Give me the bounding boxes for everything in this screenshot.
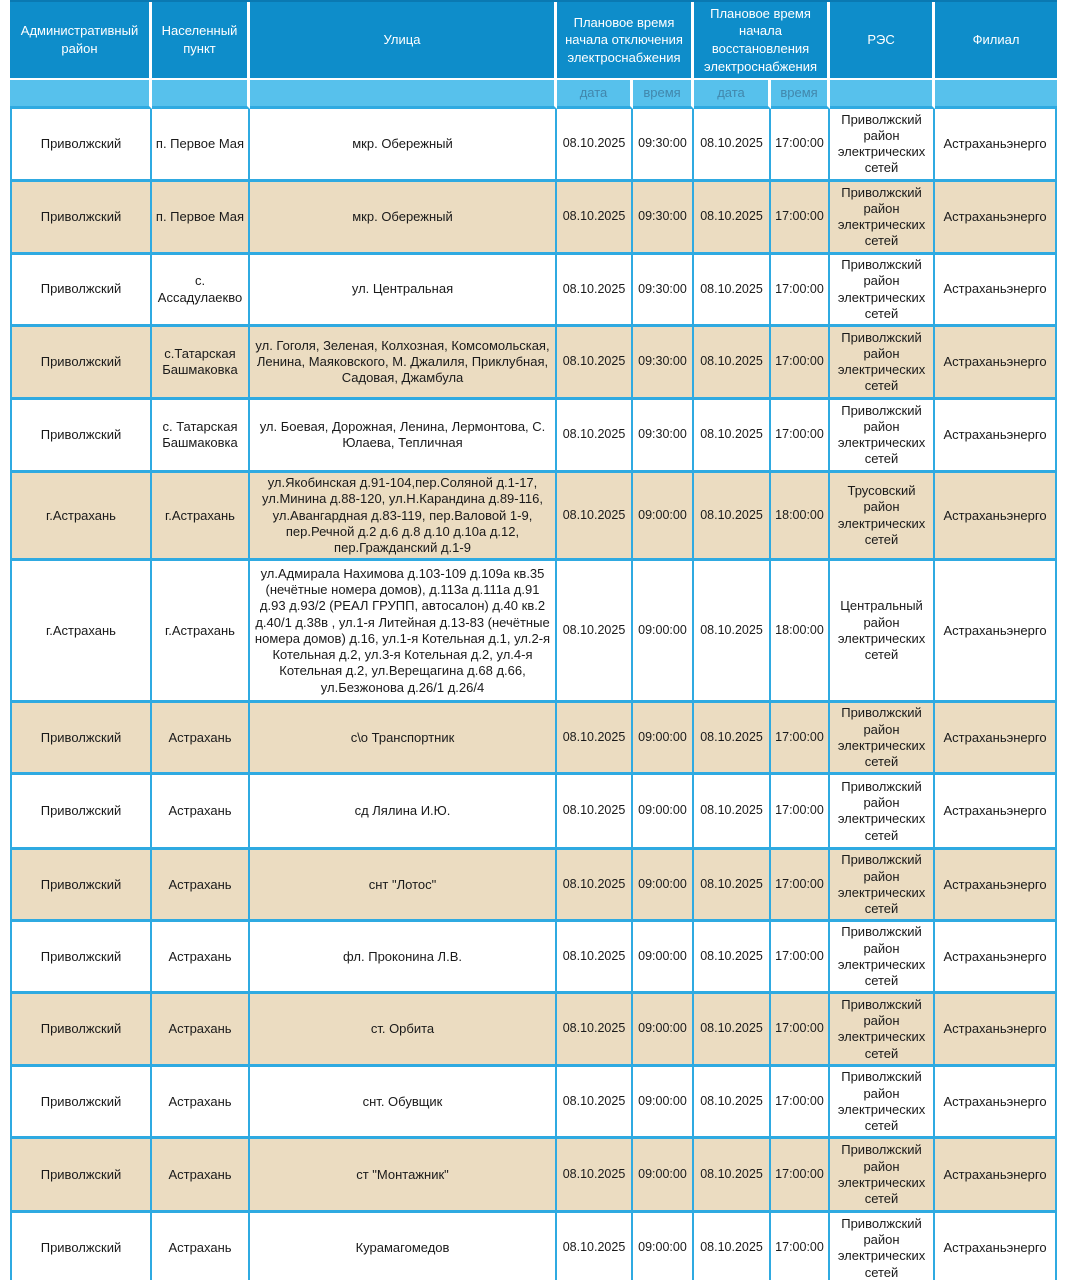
col-header-res: РЭС [830, 2, 935, 80]
cell-off-date: 08.10.2025 [557, 703, 633, 775]
cell-off-date: 08.10.2025 [557, 473, 633, 561]
table-row [10, 850, 1057, 922]
table-row [10, 109, 1057, 182]
cell-branch: Астраханьэнерго [935, 850, 1057, 922]
cell-on-date: 08.10.2025 [694, 561, 771, 703]
cell-street: мкр. Обережный [250, 109, 557, 182]
cell-off-date: 08.10.2025 [557, 922, 633, 994]
cell-off-date: 08.10.2025 [557, 1213, 633, 1280]
cell-on-date: 08.10.2025 [694, 1067, 771, 1139]
cell-settlement: п. Первое Мая [152, 182, 250, 255]
cell-off-date: 08.10.2025 [557, 255, 633, 327]
cell-branch: Астраханьэнерго [935, 1139, 1057, 1213]
cell-settlement: Астрахань [152, 1067, 250, 1139]
table-row [10, 327, 1057, 400]
cell-res: Приволжский район электрических сетей [830, 994, 935, 1067]
cell-settlement: Астрахань [152, 1139, 250, 1213]
subheader-on-date: дата [694, 80, 771, 109]
cell-branch: Астраханьэнерго [935, 922, 1057, 994]
cell-street: ул.Адмирала Нахимова д.103-109 д.109а кв.35 (нечётные номера домов), д.113а д.111а д.91 д.93 д.93/2 (РЕАЛ ГРУПП, автосалон) д.40 кв.2 д.40/1 д.38в , ул.1-я Литейная д.13-83 (нечётные номера домов) д.16, ул.1-я Котельная д.1, ул.2-я Котельная д.2, ул.3-я Котельная д.2, ул.4-я Котельная д.2, ул.Верещагина д.68 д.66, ул.Безжонова д.26/1 д.26/4 [250, 561, 557, 703]
cell-branch: Астраханьэнерго [935, 327, 1057, 400]
cell-off-time: 09:30:00 [633, 109, 694, 182]
cell-street: ул. Гоголя, Зеленая, Колхозная, Комсомольская, Ленина, Маяковского, М. Джалиля, Приклубная, Садовая, Джамбула [250, 327, 557, 400]
cell-branch: Астраханьэнерго [935, 1067, 1057, 1139]
cell-res: Приволжский район электрических сетей [830, 327, 935, 400]
cell-on-date: 08.10.2025 [694, 1213, 771, 1280]
cell-district: Приволжский [10, 1213, 152, 1280]
cell-on-date: 08.10.2025 [694, 182, 771, 255]
subheader-empty [935, 80, 1057, 109]
cell-on-date: 08.10.2025 [694, 1139, 771, 1213]
cell-street: с\о Транспортник [250, 703, 557, 775]
cell-district: Приволжский [10, 775, 152, 850]
cell-branch: Астраханьэнерго [935, 473, 1057, 561]
cell-street: Курамагомедов [250, 1213, 557, 1280]
subheader-empty [152, 80, 250, 109]
cell-on-time: 17:00:00 [771, 109, 830, 182]
cell-district: Приволжский [10, 182, 152, 255]
cell-district: Приволжский [10, 1067, 152, 1139]
cell-branch: Астраханьэнерго [935, 255, 1057, 327]
cell-on-time: 18:00:00 [771, 561, 830, 703]
cell-off-time: 09:00:00 [633, 850, 694, 922]
cell-settlement: Астрахань [152, 1213, 250, 1280]
cell-off-time: 09:00:00 [633, 1067, 694, 1139]
table-row [10, 775, 1057, 850]
cell-off-time: 09:00:00 [633, 561, 694, 703]
cell-district: Приволжский [10, 109, 152, 182]
cell-on-time: 17:00:00 [771, 1213, 830, 1280]
cell-street: ул.Якобинская д.91-104,пер.Соляной д.1-17, ул.Минина д.88-120, ул.Н.Карандина д.89-116, ул.Авангардная д.83-119, пер.Валовой 1-9, пер.Речной д.2 д.6 д.8 д.10 д.10а д.12, пер.Гражданский д.1-9 [250, 473, 557, 561]
cell-off-date: 08.10.2025 [557, 1067, 633, 1139]
cell-off-time: 09:30:00 [633, 400, 694, 473]
cell-off-time: 09:00:00 [633, 922, 694, 994]
cell-settlement: Астрахань [152, 850, 250, 922]
table-row [10, 1213, 1057, 1280]
table-row [10, 1139, 1057, 1213]
col-header-outage-start: Плановое время начала отключения электроснабжения [557, 2, 694, 80]
cell-on-date: 08.10.2025 [694, 775, 771, 850]
subheader-off-time: время [633, 80, 694, 109]
subheader-on-time: время [771, 80, 830, 109]
cell-on-time: 17:00:00 [771, 703, 830, 775]
cell-street: ст. Орбита [250, 994, 557, 1067]
cell-district: Приволжский [10, 1139, 152, 1213]
cell-street: сд Лялина И.Ю. [250, 775, 557, 850]
cell-on-time: 17:00:00 [771, 922, 830, 994]
cell-street: ул. Центральная [250, 255, 557, 327]
cell-settlement: с. Татарская Башмаковка [152, 400, 250, 473]
cell-res: Приволжский район электрических сетей [830, 109, 935, 182]
cell-district: Приволжский [10, 922, 152, 994]
cell-street: фл. Проконина Л.В. [250, 922, 557, 994]
col-header-restore-start: Плановое время начала восстановления электроснабжения [694, 2, 830, 80]
table-row [10, 703, 1057, 775]
cell-off-time: 09:00:00 [633, 994, 694, 1067]
cell-off-date: 08.10.2025 [557, 182, 633, 255]
col-header-branch: Филиал [935, 2, 1057, 80]
cell-res: Приволжский район электрических сетей [830, 400, 935, 473]
cell-street: ст "Монтажник" [250, 1139, 557, 1213]
cell-district: г.Астрахань [10, 561, 152, 703]
cell-off-date: 08.10.2025 [557, 561, 633, 703]
cell-settlement: с. Ассадулаекво [152, 255, 250, 327]
cell-off-date: 08.10.2025 [557, 400, 633, 473]
cell-on-date: 08.10.2025 [694, 994, 771, 1067]
table-body [10, 109, 1057, 1280]
cell-on-date: 08.10.2025 [694, 327, 771, 400]
cell-settlement: Астрахань [152, 994, 250, 1067]
cell-branch: Астраханьэнерго [935, 1213, 1057, 1280]
table-row [10, 473, 1057, 561]
cell-off-date: 08.10.2025 [557, 109, 633, 182]
cell-res: Приволжский район электрических сетей [830, 850, 935, 922]
table-row [10, 255, 1057, 327]
cell-on-date: 08.10.2025 [694, 400, 771, 473]
table-row [10, 922, 1057, 994]
cell-on-time: 18:00:00 [771, 473, 830, 561]
cell-district: Приволжский [10, 255, 152, 327]
cell-on-time: 17:00:00 [771, 775, 830, 850]
cell-settlement: Астрахань [152, 703, 250, 775]
outage-schedule-table [10, 0, 1057, 1280]
cell-settlement: п. Первое Мая [152, 109, 250, 182]
col-header-settlement: Населенный пункт [152, 2, 250, 80]
cell-district: Приволжский [10, 994, 152, 1067]
subheader-off-date: дата [557, 80, 633, 109]
cell-on-time: 17:00:00 [771, 850, 830, 922]
subheader-empty [250, 80, 557, 109]
cell-off-date: 08.10.2025 [557, 994, 633, 1067]
cell-off-time: 09:30:00 [633, 255, 694, 327]
cell-branch: Астраханьэнерго [935, 400, 1057, 473]
cell-settlement: г.Астрахань [152, 473, 250, 561]
cell-branch: Астраханьэнерго [935, 994, 1057, 1067]
table-row [10, 182, 1057, 255]
cell-off-date: 08.10.2025 [557, 850, 633, 922]
cell-branch: Астраханьэнерго [935, 775, 1057, 850]
cell-off-time: 09:00:00 [633, 703, 694, 775]
cell-settlement: г.Астрахань [152, 561, 250, 703]
cell-district: Приволжский [10, 703, 152, 775]
cell-branch: Астраханьэнерго [935, 109, 1057, 182]
cell-on-date: 08.10.2025 [694, 473, 771, 561]
cell-settlement: с.Татарская Башмаковка [152, 327, 250, 400]
cell-settlement: Астрахань [152, 775, 250, 850]
table-row [10, 561, 1057, 703]
cell-on-time: 17:00:00 [771, 994, 830, 1067]
cell-off-time: 09:30:00 [633, 327, 694, 400]
col-header-street: Улица [250, 2, 557, 80]
cell-res: Приволжский район электрических сетей [830, 255, 935, 327]
cell-res: Приволжский район электрических сетей [830, 182, 935, 255]
cell-off-time: 09:00:00 [633, 1139, 694, 1213]
cell-off-date: 08.10.2025 [557, 775, 633, 850]
cell-on-date: 08.10.2025 [694, 850, 771, 922]
cell-res: Трусовский район электрических сетей [830, 473, 935, 561]
cell-on-date: 08.10.2025 [694, 922, 771, 994]
cell-res: Приволжский район электрических сетей [830, 1213, 935, 1280]
cell-street: ул. Боевая, Дорожная, Ленина, Лермонтова, С. Юлаева, Тепличная [250, 400, 557, 473]
cell-branch: Астраханьэнерго [935, 561, 1057, 703]
cell-on-time: 17:00:00 [771, 182, 830, 255]
table-row [10, 994, 1057, 1067]
cell-on-date: 08.10.2025 [694, 703, 771, 775]
cell-off-date: 08.10.2025 [557, 1139, 633, 1213]
subheader-empty [830, 80, 935, 109]
cell-on-time: 17:00:00 [771, 1067, 830, 1139]
cell-on-date: 08.10.2025 [694, 255, 771, 327]
subheader-empty [10, 80, 152, 109]
cell-settlement: Астрахань [152, 922, 250, 994]
cell-district: Приволжский [10, 327, 152, 400]
cell-res: Приволжский район электрических сетей [830, 775, 935, 850]
cell-res: Центральный район электрических сетей [830, 561, 935, 703]
cell-branch: Астраханьэнерго [935, 182, 1057, 255]
table-header [10, 2, 1057, 109]
cell-off-time: 09:00:00 [633, 473, 694, 561]
cell-district: г.Астрахань [10, 473, 152, 561]
cell-on-time: 17:00:00 [771, 400, 830, 473]
cell-res: Приволжский район электрических сетей [830, 1139, 935, 1213]
table-row [10, 400, 1057, 473]
cell-district: Приволжский [10, 400, 152, 473]
cell-street: мкр. Обережный [250, 182, 557, 255]
cell-street: снт. Обувщик [250, 1067, 557, 1139]
cell-street: снт "Лотос" [250, 850, 557, 922]
cell-on-time: 17:00:00 [771, 1139, 830, 1213]
cell-res: Приволжский район электрических сетей [830, 1067, 935, 1139]
cell-res: Приволжский район электрических сетей [830, 703, 935, 775]
cell-on-time: 17:00:00 [771, 255, 830, 327]
cell-off-date: 08.10.2025 [557, 327, 633, 400]
cell-branch: Астраханьэнерго [935, 703, 1057, 775]
cell-res: Приволжский район электрических сетей [830, 922, 935, 994]
table-row [10, 1067, 1057, 1139]
cell-district: Приволжский [10, 850, 152, 922]
cell-on-time: 17:00:00 [771, 327, 830, 400]
cell-off-time: 09:00:00 [633, 775, 694, 850]
col-header-district: Административный район [10, 2, 152, 80]
cell-off-time: 09:30:00 [633, 182, 694, 255]
cell-on-date: 08.10.2025 [694, 109, 771, 182]
cell-off-time: 09:00:00 [633, 1213, 694, 1280]
